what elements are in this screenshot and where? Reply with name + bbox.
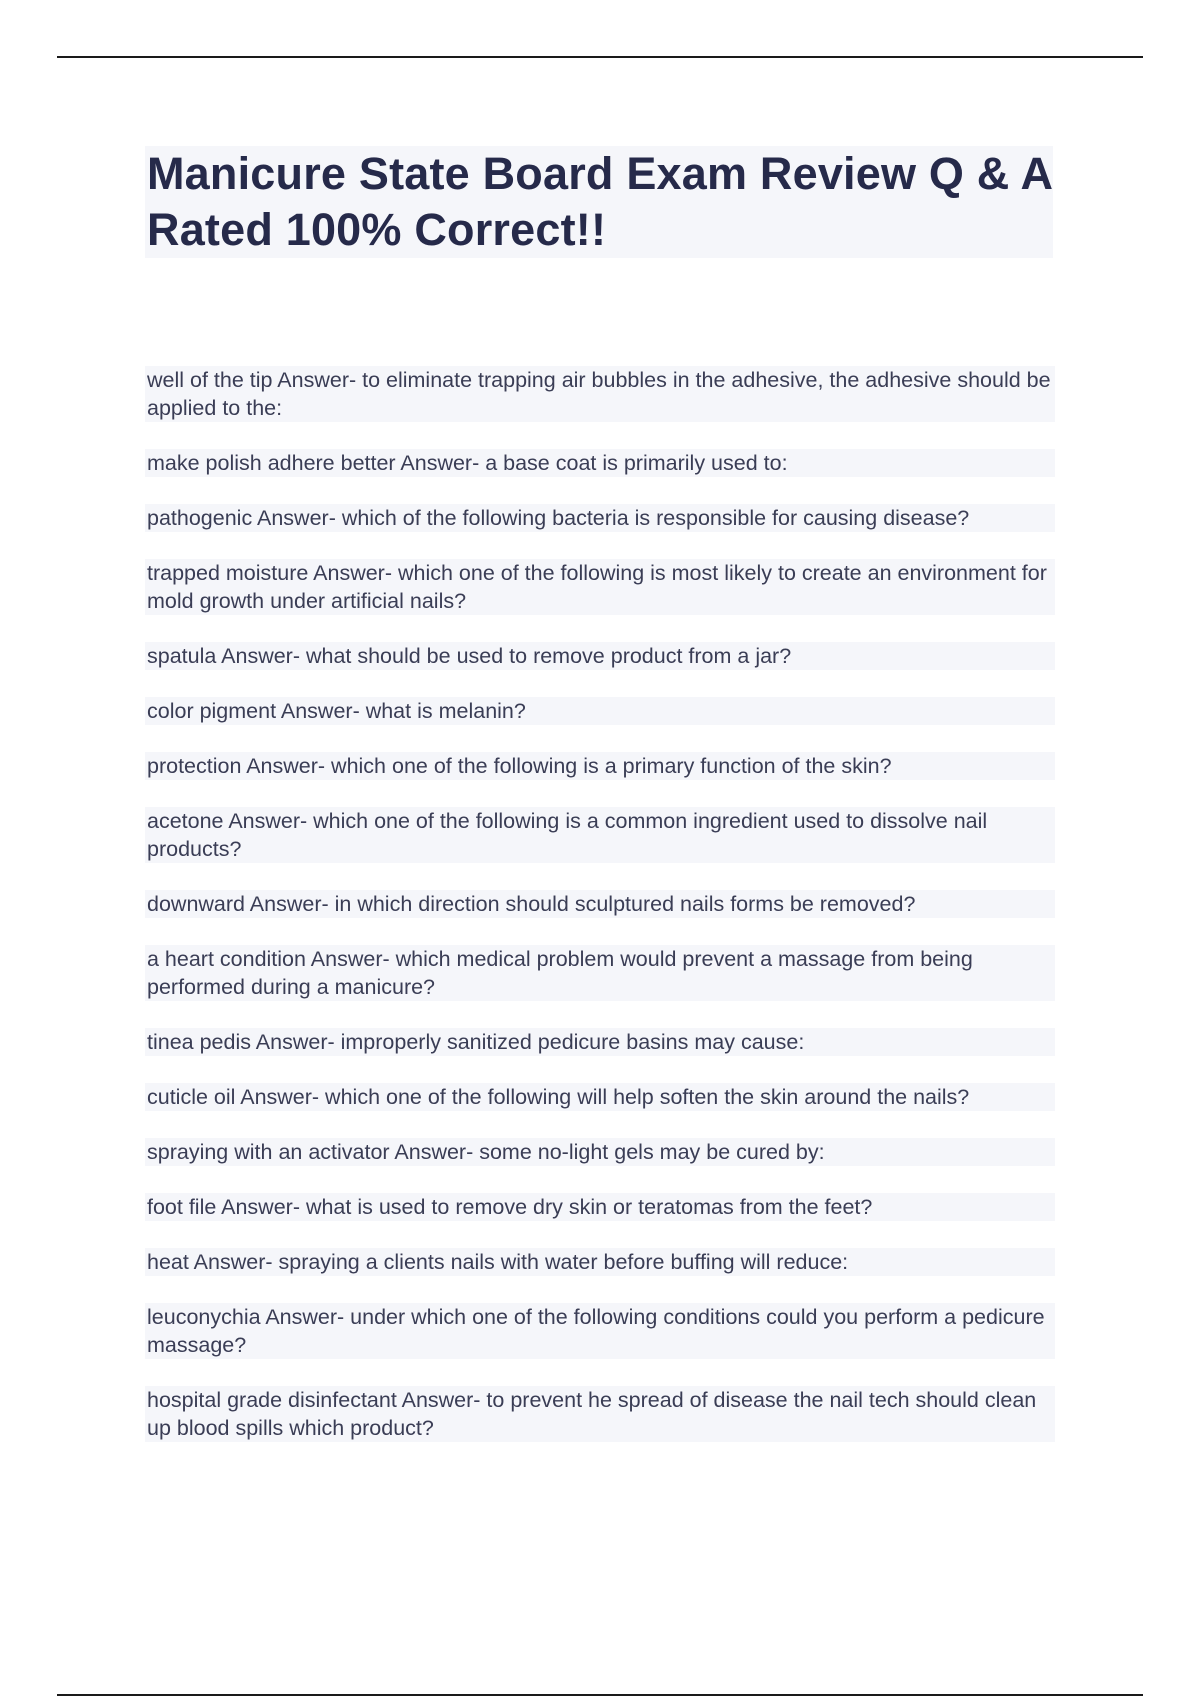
qa-answer: Answer- which medical problem would prevent a massage from being performed during a manicure? (147, 947, 973, 999)
qa-item (145, 1386, 1055, 1442)
qa-answer: Answer- to prevent he spread of disease the nail tech should clean up blood spills which product? (147, 1388, 1037, 1440)
qa-term: spraying with an activator (147, 1140, 390, 1164)
document-title: Manicure State Board Exam Review Q & A Rated 100% Correct!! (147, 148, 1052, 255)
qa-term: heat (147, 1250, 189, 1274)
qa-answer: Answer- which one of the following will help soften the skin around the nails? (240, 1085, 970, 1109)
qa-item (145, 1028, 1055, 1056)
qa-term: protection (147, 754, 242, 778)
title-block (145, 146, 1053, 258)
qa-term: a heart condition (147, 947, 306, 971)
qa-answer: Answer- what is used to remove dry skin or teratomas from the feet? (221, 1195, 873, 1219)
qa-answer: Answer- to eliminate trapping air bubbles in the adhesive, the adhesive should be applied to the: (147, 368, 1051, 420)
qa-answer: Answer- in which direction should sculptured nails forms be removed? (249, 892, 916, 916)
qa-term: cuticle oil (147, 1085, 236, 1109)
qa-term: hospital grade disinfectant (147, 1388, 397, 1412)
qa-term: tinea pedis (147, 1030, 251, 1054)
qa-term: color pigment (147, 699, 277, 723)
qa-answer: Answer- which of the following bacteria is responsible for causing disease? (257, 506, 970, 530)
qa-term: trapped moisture (147, 561, 309, 585)
qa-answer: Answer- which one of the following is a primary function of the skin? (246, 754, 892, 778)
qa-item (145, 1303, 1055, 1359)
qa-term: downward (147, 892, 245, 916)
qa-item (145, 807, 1055, 863)
qa-term: make polish adhere better (147, 451, 396, 475)
qa-item (145, 697, 1055, 725)
qa-answer: Answer- under which one of the following conditions could you perform a pedicure massage? (147, 1305, 1045, 1357)
qa-item (145, 945, 1055, 1001)
qa-term: well of the tip (147, 368, 273, 392)
qa-answer: Answer- improperly sanitized pedicure basins may cause: (255, 1030, 805, 1054)
qa-term: spatula (147, 644, 217, 668)
qa-item (145, 642, 1055, 670)
qa-term: foot file (147, 1195, 217, 1219)
qa-item (145, 449, 1055, 477)
qa-item (145, 1083, 1055, 1111)
qa-term: pathogenic (147, 506, 253, 530)
qa-list (145, 366, 1055, 1469)
qa-item (145, 504, 1055, 532)
qa-term: leuconychia (147, 1305, 261, 1329)
qa-answer: Answer- what should be used to remove product from a jar? (221, 644, 792, 668)
qa-item (145, 1193, 1055, 1221)
qa-item (145, 752, 1055, 780)
qa-answer: Answer- which one of the following is a common ingredient used to dissolve nail products? (147, 809, 988, 861)
qa-term: acetone (147, 809, 224, 833)
header-rule (57, 56, 1143, 58)
qa-answer: Answer- which one of the following is most likely to create an environment for mold growth under artificial nails? (147, 561, 1047, 613)
footer-rule (57, 1694, 1143, 1696)
qa-answer: Answer- some no-light gels may be cured by: (394, 1140, 825, 1164)
qa-answer: Answer- what is melanin? (280, 699, 526, 723)
qa-item (145, 559, 1055, 615)
qa-answer: Answer- spraying a clients nails with water before buffing will reduce: (193, 1250, 849, 1274)
qa-answer: Answer- a base coat is primarily used to: (400, 451, 788, 475)
qa-item (145, 1248, 1055, 1276)
qa-item (145, 1138, 1055, 1166)
qa-item (145, 366, 1055, 422)
qa-item (145, 890, 1055, 918)
